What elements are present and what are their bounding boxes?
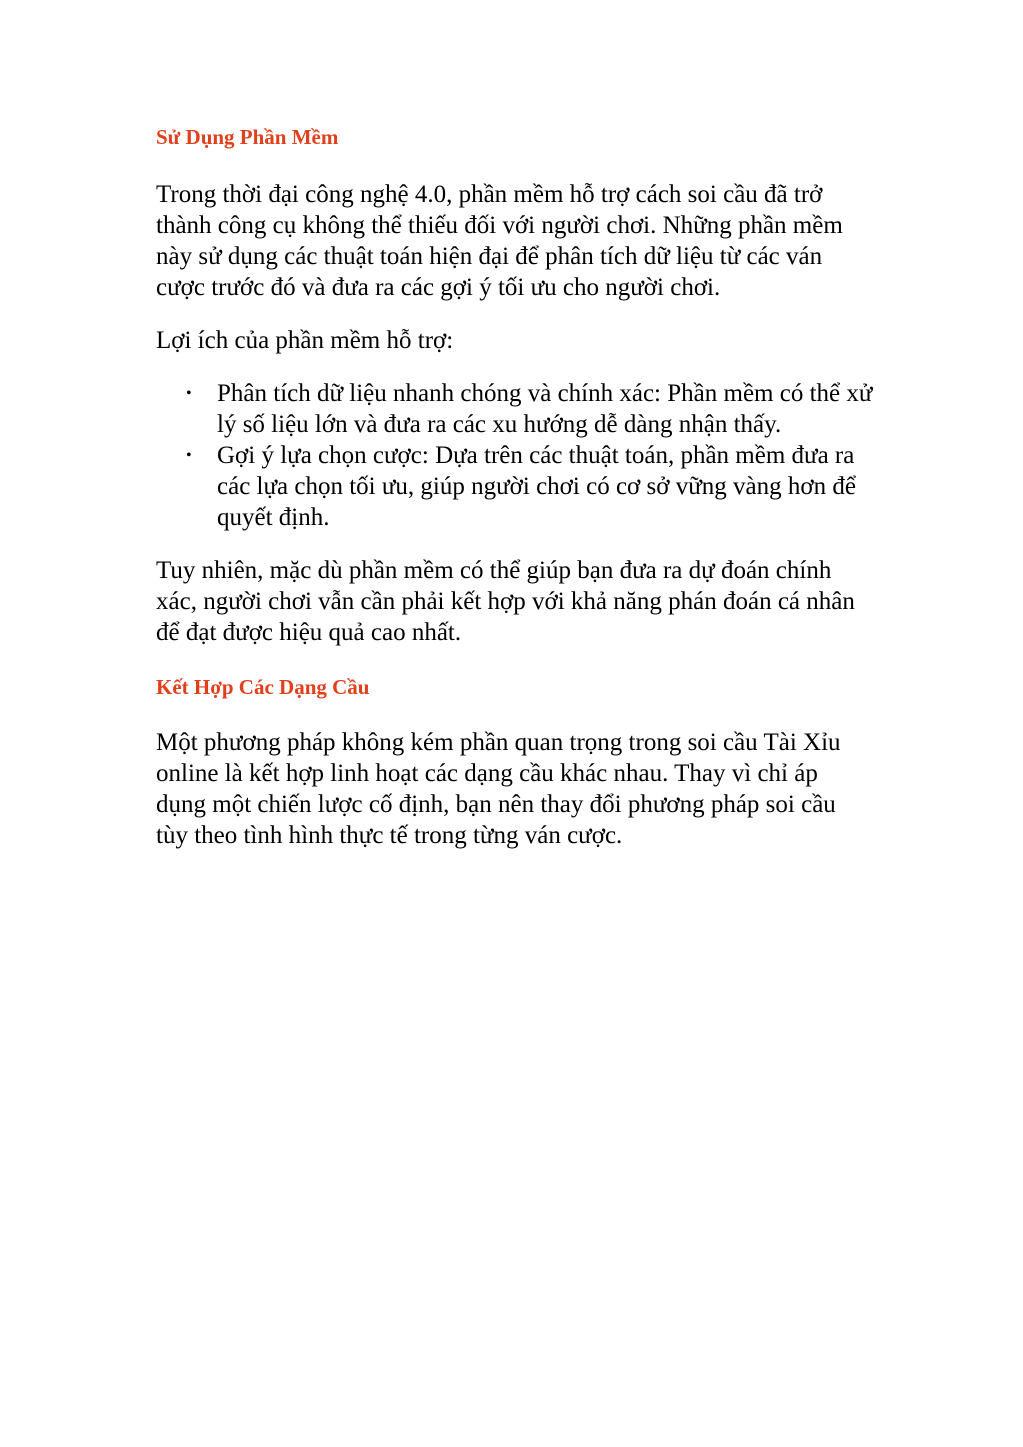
benefits-list: [156, 378, 873, 533]
bullet-icon: •: [186, 447, 192, 464]
paragraph-software-intro: Trong thời đại công nghệ 4.0, phần mềm hỗ trợ cách soi cầu đã trở thành công cụ không thể thiếu đối với người chơi. Những phần mềm này sử dụng các thuật toán hiện đại để phân tích dữ liệu từ các ván cược trước đó và đưa ra các gợi ý tối ưu cho người chơi.: [156, 181, 843, 301]
list-item-text: Phân tích dữ liệu nhanh chóng và chính xác: Phần mềm có thể xử lý số liệu lớn và đưa ra các xu hướng dễ dàng nhận thấy.: [217, 380, 873, 438]
paragraph-benefits-lead: Lợi ích của phần mềm hỗ trợ:: [156, 327, 454, 354]
paragraph-software-caveat: Tuy nhiên, mặc dù phần mềm có thể giúp bạn đưa ra dự đoán chính xác, người chơi vẫn cần phải kết hợp với khả năng phán đoán cá nhân để đạt được hiệu quả cao nhất.: [156, 557, 855, 646]
list-item: [156, 378, 873, 440]
section-heading-combine: Kết Hợp Các Dạng Cầu: [156, 675, 370, 699]
list-item: [156, 440, 873, 533]
section-heading-software: Sử Dụng Phần Mềm: [156, 125, 339, 149]
paragraph-combine-methods: Một phương pháp không kém phần quan trọng trong soi cầu Tài Xỉu online là kết hợp linh hoạt các dạng cầu khác nhau. Thay vì chỉ áp dụng một chiến lược cố định, bạn nên thay đổi phương pháp soi cầu tùy theo tình hình thực tế trong từng ván cược.: [156, 729, 841, 849]
list-item-text: Gợi ý lựa chọn cược: Dựa trên các thuật toán, phần mềm đưa ra các lựa chọn tối ưu, giúp người chơi có cơ sở vững vàng hơn để quyết định.: [217, 442, 856, 531]
bullet-icon: •: [186, 385, 192, 402]
